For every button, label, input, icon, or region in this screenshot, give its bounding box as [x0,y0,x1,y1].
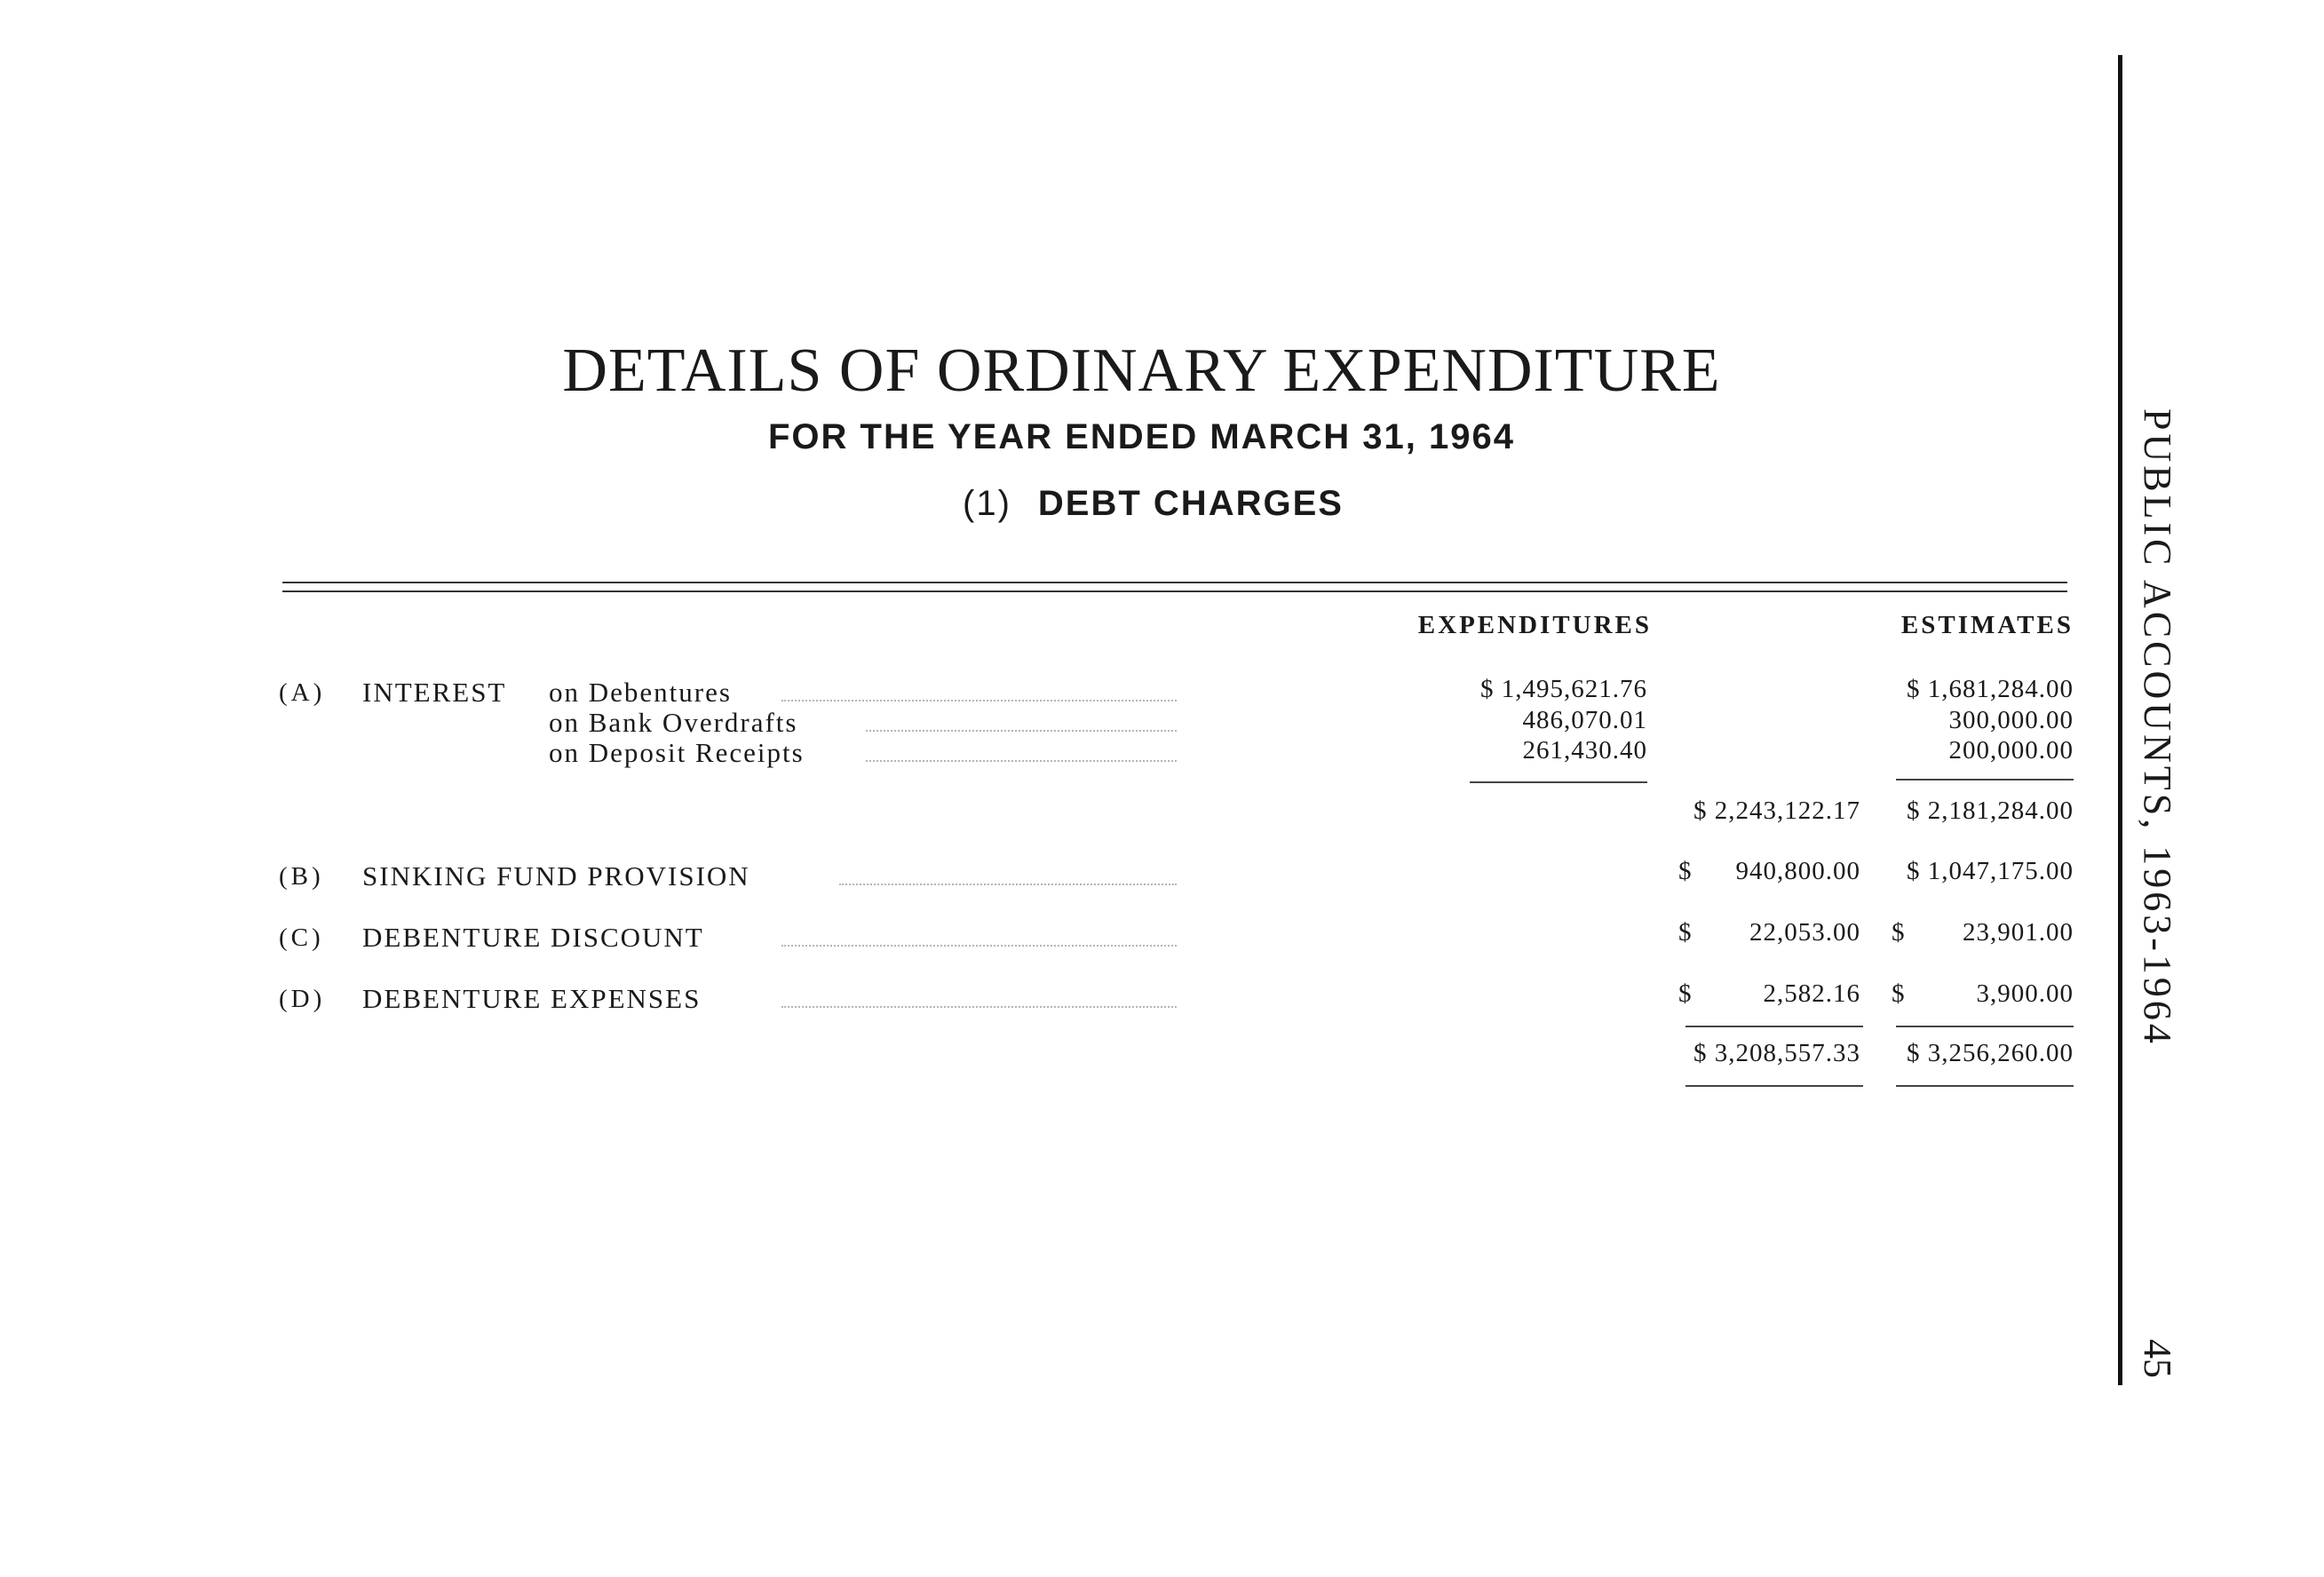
subtotal-expenditure: $ 2,243,122.17 [1693,796,1860,825]
subtotal-rule-estimates [1896,779,2074,781]
subtotal-rule-expenditures [1470,781,1647,783]
section-heading [0,484,2315,524]
interest-item-label: on Deposit Receipts [549,737,805,768]
total-double-rule-estimates [1896,1085,2074,1087]
row-label-debenture-expenses: DEBENTURE EXPENSES [362,983,702,1014]
row-label-interest: INTEREST [362,677,507,708]
expenditure-value: 261,430.40 [1522,736,1647,765]
estimate-value: 3,900.00 [1976,979,2074,1008]
leader-dots [781,700,1177,701]
leader-dots [866,760,1177,762]
header-rule-top [282,582,2067,583]
row-letter-b: (B) [279,862,324,891]
estimate-value: $ 1,047,175.00 [1907,857,2074,885]
total-double-rule-expenditures [1685,1085,1863,1087]
interest-item-label: on Debentures [549,677,732,708]
row-letter-a: (A) [279,678,326,707]
leader-dots [781,1006,1177,1008]
expenditure-value: 22,053.00 [1749,918,1860,947]
dollar-sign: $ [1892,979,1905,1008]
section-title: DEBT CHARGES [1037,484,1344,523]
running-head: PUBLIC ACCOUNTS, 1963-1964 [2136,408,2179,1047]
subtotal-estimate: $ 2,181,284.00 [1907,796,2074,825]
estimate-value: 200,000.00 [1948,736,2074,765]
estimate-value: 300,000.00 [1948,706,2074,734]
column-heading-estimates: ESTIMATES [1900,611,2074,639]
estimate-value: $ 1,681,284.00 [1907,675,2074,703]
leader-dots [839,884,1177,885]
row-label-debenture-discount: DEBENTURE DISCOUNT [362,922,704,953]
row-letter-d: (D) [279,985,326,1013]
page-number: 45 [2136,1339,2179,1378]
leader-dots [781,945,1177,947]
row-label-sinking-fund: SINKING FUND PROVISION [362,860,750,892]
dollar-sign: $ [1678,857,1692,885]
leader-dots [866,730,1177,732]
page-title: DETAILS OF ORDINARY EXPENDITURE [562,337,1721,405]
expenditure-value: 486,070.01 [1522,706,1647,734]
section-number: (1) [963,484,1011,523]
expenditure-value: 940,800.00 [1735,857,1860,885]
dollar-sign: $ [1678,918,1692,947]
interest-item-label: on Bank Overdrafts [549,707,798,738]
row-letter-c: (C) [279,923,324,952]
total-rule-expenditures [1685,1026,1863,1027]
header-rule-bottom [282,590,2067,592]
estimate-value: 23,901.00 [1963,918,2074,947]
total-expenditure: $ 3,208,557.33 [1693,1039,1860,1067]
expenditure-value: $ 1,495,621.76 [1480,675,1647,703]
column-heading-expenditures: EXPENDITURES [1417,611,1652,639]
total-estimate: $ 3,256,260.00 [1907,1039,2074,1067]
margin-rule [2118,55,2122,1385]
total-rule-estimates [1896,1026,2074,1027]
expenditure-value: 2,582.16 [1763,979,1860,1008]
dollar-sign: $ [1892,918,1905,947]
dollar-sign: $ [1678,979,1692,1008]
page-subtitle: FOR THE YEAR ENDED MARCH 31, 1964 [768,417,1515,456]
